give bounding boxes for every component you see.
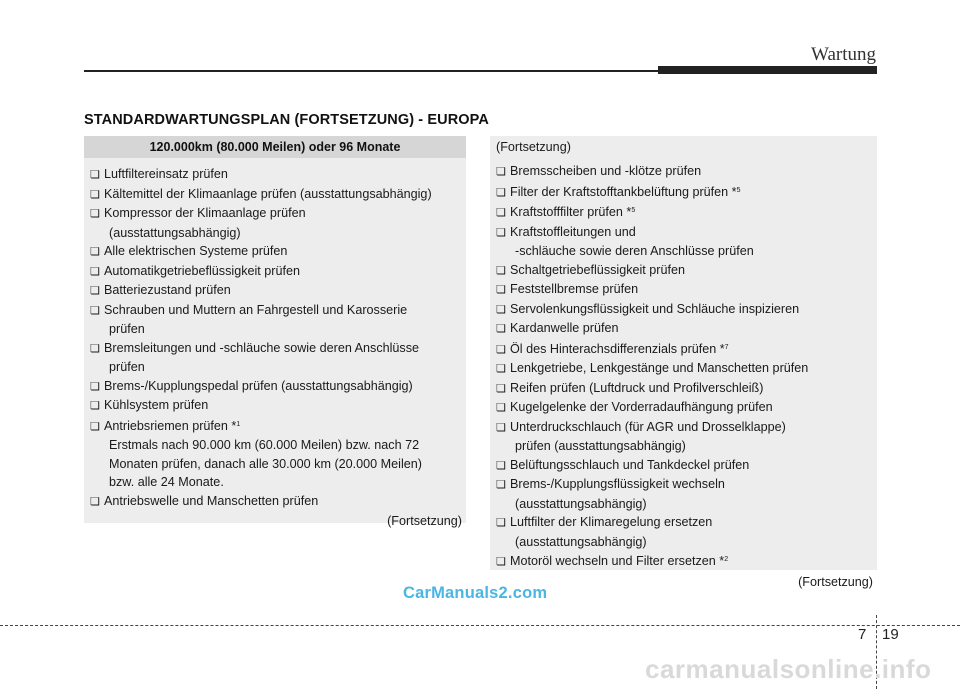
footnote-ref: 7: [724, 343, 729, 351]
checklist-item-continuation: bzw. alle 24 Monate.: [109, 475, 224, 489]
watermark-link[interactable]: CarManuals2.com: [403, 584, 548, 602]
checklist-item-text: Kraftstofffilter prüfen *: [510, 205, 632, 219]
checkbox-icon: ❏: [496, 402, 506, 414]
checklist-item-continuation: -schläuche sowie deren Anschlüsse prüfen: [515, 244, 754, 258]
checklist-item: [496, 300, 877, 320]
checklist-item: [90, 262, 466, 282]
checklist-item-text: Automatikgetriebeflüssigkeit prüfen: [104, 263, 301, 278]
checklist-item-text: Kühlsystem prüfen: [104, 398, 209, 412]
checklist-item-text: Kugelgelenke der Vorderradaufhängung prüfen: [510, 400, 773, 414]
checklist-item: [90, 492, 466, 512]
checklist-item-text: Brems-/Kupplungsflüssigkeit wechseln: [510, 477, 725, 491]
checklist-item: [90, 165, 466, 185]
header-rule-thin: [84, 70, 658, 72]
checklist-item: [90, 204, 466, 242]
checklist-item: [90, 301, 466, 339]
checklist-item-text: Bremsleitungen und -schläuche sowie deren Anschlüsse: [104, 340, 420, 355]
checklist-left: [84, 158, 466, 511]
checkbox-icon: ❏: [90, 285, 100, 297]
checkbox-icon: ❏: [90, 380, 100, 393]
continued-note: (Fortsetzung): [387, 514, 462, 528]
checkbox-icon: ❏: [496, 459, 506, 472]
checklist-item-text: Bremsscheiben und -klötze prüfen: [510, 164, 702, 178]
checklist-item: [496, 319, 877, 339]
checkbox-icon: ❏: [496, 382, 506, 395]
checklist-item: [496, 202, 877, 223]
checkbox-icon: ❏: [496, 264, 506, 277]
checklist-item-continuation: Erstmals nach 90.000 km (60.000 Meilen) bzw. nach 72: [109, 438, 420, 452]
footnote-ref: 5: [736, 186, 741, 194]
footer-dashed-rule: [0, 625, 960, 626]
checklist-item: [496, 280, 877, 300]
checkbox-icon: ❏: [496, 207, 506, 219]
checklist-item: [496, 418, 877, 456]
footnote-ref: 5: [631, 207, 636, 214]
checklist-item: [496, 261, 877, 281]
header-title: Wartung: [811, 44, 876, 65]
checklist-item-continuation: (ausstattungsabhängig): [109, 225, 241, 240]
checklist-item: [496, 551, 877, 572]
footnote-ref: 2: [724, 556, 729, 563]
checklist-item-text: Lenkgetriebe, Lenkgestänge und Manschetten prüfen: [510, 361, 809, 375]
chapter-number: 7: [858, 626, 867, 643]
checklist-item-text: Schrauben und Muttern an Fahrgestell und Karosserie: [104, 302, 408, 317]
checkbox-icon: ❏: [496, 186, 506, 199]
checkbox-icon: ❏: [90, 304, 100, 317]
checklist-item-text: Kraftstoffleitungen und: [510, 224, 636, 239]
checklist-item: [90, 396, 466, 416]
checklist-item-text: Luftfilter der Klimaregelung ersetzen: [510, 515, 713, 529]
checklist-item: [90, 185, 466, 205]
checklist-item: [496, 398, 877, 418]
panel-heading: 120.000km (80.000 Meilen) oder 96 Monate: [84, 136, 466, 158]
checklist-item-text: Belüftungsschlauch und Tankdeckel prüfen: [510, 457, 750, 472]
checkbox-icon: ❏: [496, 479, 506, 491]
checklist-item-text: Alle elektrischen Systeme prüfen: [104, 244, 288, 258]
checklist-item: [496, 475, 877, 513]
checkbox-icon: ❏: [496, 303, 506, 316]
checklist-item-continuation: prüfen (ausstattungsabhängig): [515, 439, 686, 453]
checklist-item: [496, 359, 877, 379]
checklist-item-text: Kompressor der Klimaanlage prüfen: [104, 206, 306, 220]
maintenance-panel-left: [84, 136, 466, 528]
checklist-item-continuation: prüfen: [109, 360, 145, 374]
page-number: 19: [882, 626, 899, 643]
checklist-item-text: Filter der Kraftstofftankbelüftung prüfen *: [510, 184, 737, 199]
checklist-item-text: Antriebswelle und Manschetten prüfen: [104, 493, 319, 508]
checklist-item-text: Luftfiltereinsatz prüfen: [104, 167, 228, 181]
checkbox-icon: ❏: [496, 166, 506, 178]
checkbox-icon: ❏: [90, 400, 100, 412]
checklist-item-text: Schaltgetriebeflüssigkeit prüfen: [510, 262, 686, 277]
checklist-item-text: Brems-/Kupplungspedal prüfen (ausstattungsabhängig): [104, 378, 413, 393]
maintenance-panel-right: [490, 136, 877, 589]
header-rule-thick: [658, 66, 877, 74]
checkbox-icon: ❏: [90, 169, 100, 181]
checklist-item-text: Feststellbremse prüfen: [510, 282, 639, 296]
checkbox-icon: ❏: [496, 363, 506, 375]
checkbox-icon: ❏: [496, 421, 506, 434]
checklist-item-text: Motoröl wechseln und Filter ersetzen *: [510, 554, 725, 568]
checklist-item-text: Unterdruckschlauch (für AGR und Drosselklappe): [510, 419, 786, 434]
checklist-item-continuation: prüfen: [109, 322, 145, 336]
continued-note-top: (Fortsetzung): [496, 140, 571, 154]
checkbox-icon: ❏: [496, 226, 506, 239]
checklist-item-continuation: (ausstattungsabhängig): [515, 534, 647, 549]
checkbox-icon: ❏: [90, 342, 100, 355]
checkbox-icon: ❏: [90, 420, 100, 433]
checkbox-icon: ❏: [496, 284, 506, 296]
checklist-item: [90, 339, 466, 377]
checklist-item-text: Öl des Hinterachsdifferenzials prüfen *: [510, 341, 725, 356]
checklist-item-text: Batteriezustand prüfen: [104, 283, 231, 297]
checkbox-icon: ❏: [90, 208, 100, 220]
checkbox-icon: ❏: [90, 495, 100, 508]
checklist-item: [90, 242, 466, 262]
checklist-item-text: Reifen prüfen (Luftdruck und Profilverschleiß): [510, 380, 764, 395]
checklist-item-text: Kältemittel der Klimaanlage prüfen (ausstattungsabhängig): [104, 186, 432, 201]
checklist-item-text: Antriebsriemen prüfen *: [104, 418, 237, 433]
checklist-item-text: Kardanwelle prüfen: [510, 321, 619, 335]
checklist-item: [496, 182, 877, 203]
footnote-ref: 1: [236, 420, 241, 428]
checkbox-icon: ❏: [496, 556, 506, 568]
checklist-item: [90, 416, 466, 492]
footer-watermark: carmanualsonline.info: [645, 654, 932, 684]
section-title: STANDARDWARTUNGSPLAN (FORTSETZUNG) - EUROPA: [84, 112, 489, 128]
checklist-item: [496, 379, 877, 399]
checklist-item: [90, 281, 466, 301]
checklist-right: [490, 158, 877, 572]
checklist-item: [90, 377, 466, 397]
checkbox-icon: ❏: [90, 246, 100, 258]
checklist-item-text: Servolenkungsflüssigkeit und Schläuche inspizieren: [510, 301, 800, 316]
checklist-item-continuation: (ausstattungsabhängig): [515, 496, 647, 511]
checklist-item: [496, 456, 877, 476]
continued-note: (Fortsetzung): [798, 574, 873, 589]
checklist-item: [496, 339, 877, 360]
checkbox-icon: ❏: [90, 188, 100, 201]
checkbox-icon: ❏: [496, 323, 506, 335]
checkbox-icon: ❏: [90, 265, 100, 278]
checklist-item: [496, 223, 877, 261]
checklist-item: [496, 513, 877, 551]
checkbox-icon: ❏: [496, 343, 506, 356]
checklist-item: [496, 162, 877, 182]
checklist-item-continuation: Monaten prüfen, danach alle 30.000 km (20.000 Meilen): [109, 456, 422, 471]
checkbox-icon: ❏: [496, 517, 506, 529]
